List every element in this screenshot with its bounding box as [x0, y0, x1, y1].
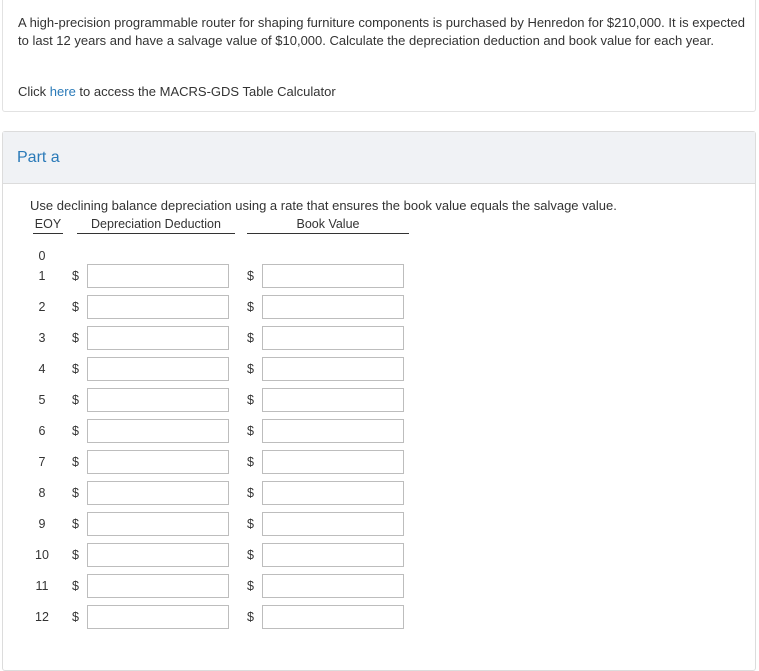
- currency-symbol: $: [72, 548, 79, 562]
- eoy-label: 3: [38, 331, 46, 345]
- currency-symbol: $: [247, 610, 254, 624]
- currency-symbol: $: [247, 455, 254, 469]
- column-header-eoy: EOY: [33, 217, 63, 234]
- table-row: [3, 326, 755, 352]
- depreciation-input[interactable]: [87, 574, 229, 598]
- depreciation-input[interactable]: [87, 419, 229, 443]
- calculator-link[interactable]: here: [49, 84, 76, 99]
- eoy-label: 11: [35, 579, 49, 593]
- problem-card: [2, 0, 756, 112]
- table-row: [3, 605, 755, 631]
- depreciation-input[interactable]: [87, 357, 229, 381]
- currency-symbol: $: [247, 548, 254, 562]
- table-row: [3, 512, 755, 538]
- column-header-book-value: Book Value: [247, 217, 409, 234]
- depreciation-input[interactable]: [87, 388, 229, 412]
- currency-symbol: $: [247, 269, 254, 283]
- currency-symbol: $: [72, 393, 79, 407]
- book-value-input[interactable]: [262, 605, 404, 629]
- currency-symbol: $: [247, 331, 254, 345]
- part-title: Part a: [17, 149, 60, 166]
- table-row: [3, 295, 755, 321]
- eoy-label: 6: [38, 424, 46, 438]
- depreciation-input[interactable]: [87, 450, 229, 474]
- book-value-input[interactable]: [262, 481, 404, 505]
- depreciation-input[interactable]: [87, 543, 229, 567]
- depreciation-input[interactable]: [87, 481, 229, 505]
- eoy-label: 4: [38, 362, 46, 376]
- book-value-input[interactable]: [262, 512, 404, 536]
- problem-statement: A high-precision programmable router for shaping furniture components is purchased by Henredon for $210,000. It is expected to last 12 years and have a salvage value of $10,000. Calculate the depreciation deduction and book value for each year.: [18, 15, 745, 48]
- eoy-label: 1: [38, 269, 46, 283]
- currency-symbol: $: [247, 579, 254, 593]
- table-row: [3, 450, 755, 476]
- currency-symbol: $: [72, 486, 79, 500]
- book-value-input[interactable]: [262, 574, 404, 598]
- table-row: [3, 574, 755, 600]
- depreciation-input[interactable]: [87, 264, 229, 288]
- depreciation-input[interactable]: [87, 512, 229, 536]
- currency-symbol: $: [247, 424, 254, 438]
- eoy-label: 5: [38, 393, 46, 407]
- book-value-input[interactable]: [262, 326, 404, 350]
- currency-symbol: $: [72, 455, 79, 469]
- eoy-label: 2: [38, 300, 46, 314]
- currency-symbol: $: [247, 486, 254, 500]
- book-value-input[interactable]: [262, 419, 404, 443]
- column-header-depreciation: Depreciation Deduction: [77, 217, 235, 234]
- depreciation-input[interactable]: [87, 326, 229, 350]
- eoy-label: 10: [35, 548, 49, 562]
- currency-symbol: $: [247, 393, 254, 407]
- depreciation-input[interactable]: [87, 295, 229, 319]
- eoy-label: 12: [35, 610, 49, 624]
- currency-symbol: $: [72, 269, 79, 283]
- eoy-label: 9: [38, 517, 46, 531]
- book-value-input[interactable]: [262, 357, 404, 381]
- book-value-input[interactable]: [262, 450, 404, 474]
- calculator-suffix: to access the MACRS-GDS Table Calculator: [75, 84, 336, 99]
- table-row: [3, 481, 755, 507]
- currency-symbol: $: [72, 362, 79, 376]
- currency-symbol: $: [72, 517, 79, 531]
- part-a-card: [2, 131, 756, 671]
- eoy-label: 0: [38, 249, 46, 263]
- currency-symbol: $: [72, 424, 79, 438]
- table-row: [3, 357, 755, 383]
- table-row: [3, 264, 755, 290]
- currency-symbol: $: [72, 300, 79, 314]
- table-row: [3, 388, 755, 414]
- currency-symbol: $: [72, 579, 79, 593]
- currency-symbol: $: [247, 300, 254, 314]
- currency-symbol: $: [72, 331, 79, 345]
- part-header: [3, 132, 755, 184]
- eoy-label: 8: [38, 486, 46, 500]
- calculator-link-line: [18, 84, 336, 99]
- book-value-input[interactable]: [262, 543, 404, 567]
- calculator-prefix: Click: [18, 84, 50, 99]
- currency-symbol: $: [247, 517, 254, 531]
- book-value-input[interactable]: [262, 295, 404, 319]
- depreciation-input[interactable]: [87, 605, 229, 629]
- currency-symbol: $: [247, 362, 254, 376]
- book-value-input[interactable]: [262, 264, 404, 288]
- eoy-label: 7: [38, 455, 46, 469]
- book-value-input[interactable]: [262, 388, 404, 412]
- table-row: [3, 543, 755, 569]
- part-instruction: Use declining balance depreciation using a rate that ensures the book value equals the salvage value.: [30, 198, 617, 213]
- table-row: [3, 419, 755, 445]
- currency-symbol: $: [72, 610, 79, 624]
